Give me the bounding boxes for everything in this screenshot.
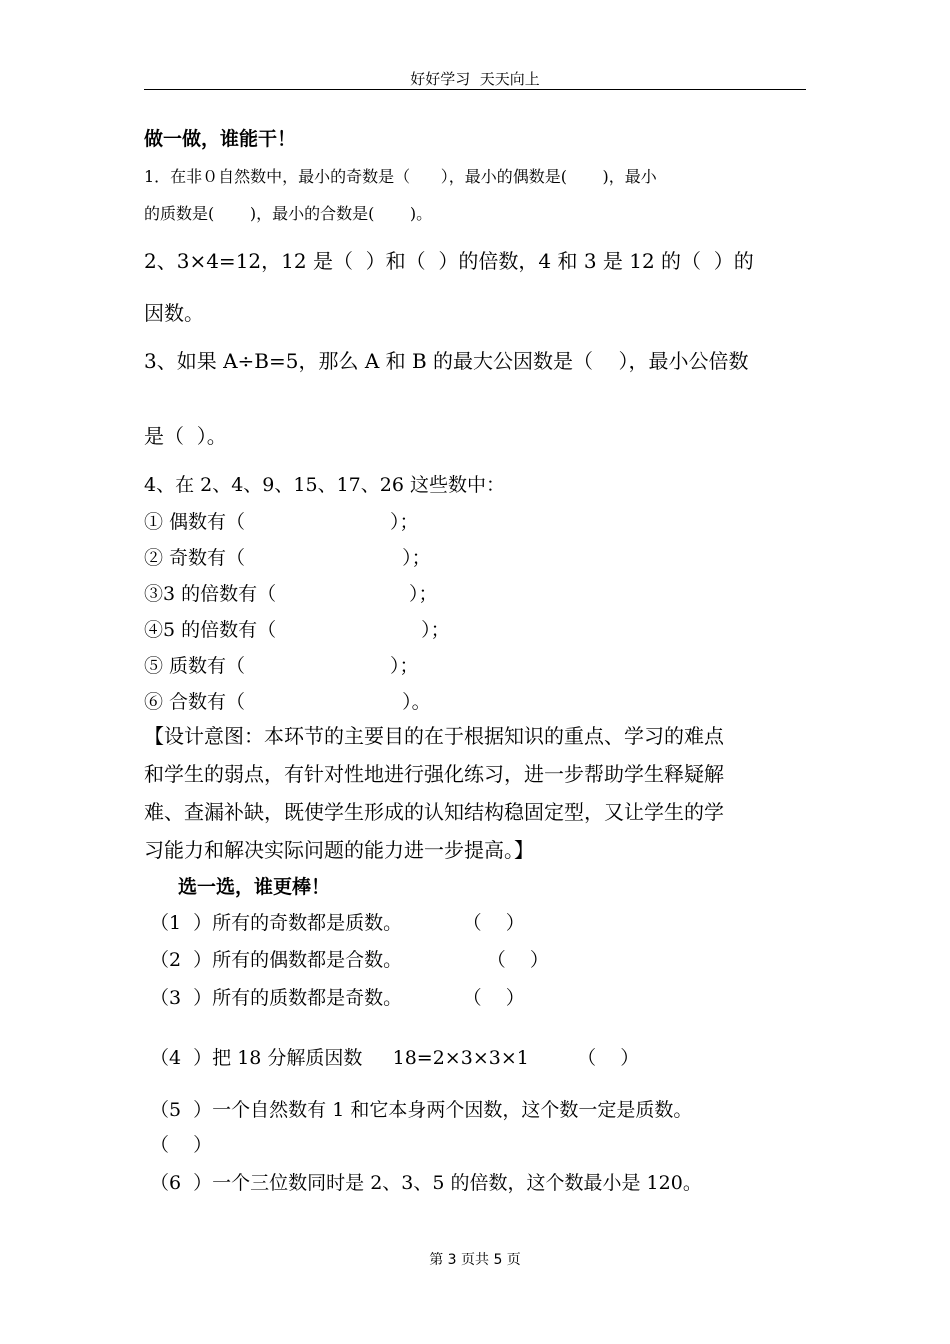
page-header: 好好学习 天天向上 [410,70,540,88]
choice-item: （3 ）所有的质数都是奇数。 （ ） [150,987,525,1009]
question-2-line-2: 因数。 [144,301,204,325]
question-3-line-2: 是（ ）。 [144,424,227,448]
question-2-line-1: 2、3×4=12，12 是（ ）和（ ）的倍数，4 和 3 是 12 的（ ）的 [144,249,754,273]
question-4-intro: 4、在 2、4、9、15、17、26 这些数中： [144,474,505,496]
choice-item: （5 ）一个自然数有 1 和它本身两个因数，这个数一定是质数。 [150,1099,693,1121]
question-4-item: ⑤ 质数有（ ）； [144,655,419,677]
question-4-item: ② 奇数有（ ）； [144,547,431,569]
design-note-line: 和学生的弱点，有针对性地进行强化练习，进一步帮助学生释疑解 [144,762,724,786]
page-number: 第 3 页共 5 页 [429,1252,521,1268]
choice-item: （4 ）把 18 分解质因数 18=2×3×3×1 （ ） [150,1047,640,1069]
choice-item: （1 ）所有的奇数都是质数。 （ ） [150,912,525,934]
choice-item: （2 ）所有的偶数都是合数。 （ ） [150,949,549,971]
question-1-line-1: 1．在非０自然数中，最小的奇数是（ ），最小的偶数是( )，最小 [144,167,657,186]
design-note-line: 难、查漏补缺，既使学生形成的认知结构稳固定型，又让学生的学 [144,800,724,824]
choice-item-answer-bracket: （ ） [150,1134,213,1156]
question-4-item: ⑥ 合数有（ ）。 [144,691,431,713]
question-1-line-2: 的质数是( )，最小的合数是( )。 [144,204,433,223]
section-heading-2: 选一选，谁更棒！ [178,876,331,898]
header-divider [144,89,806,90]
section-heading-1: 做一做，谁能干！ [144,128,297,150]
question-4-item: ④5 的倍数有（ ）； [144,619,450,641]
design-note-line: 【设计意图：本环节的主要目的在于根据知识的重点、学习的难点 [144,724,724,748]
question-4-item: ③3 的倍数有（ ）； [144,583,438,605]
design-note-line: 习能力和解决实际问题的能力进一步提高。】 [144,838,534,862]
question-3-line-1: 3、如果 A÷B=5，那么 A 和 B 的最大公因数是（ ），最小公倍数 [144,349,749,373]
question-4-item: ① 偶数有（ ）； [144,511,419,533]
choice-item: （6 ）一个三位数同时是 2、3、5 的倍数，这个数最小是 120。 [150,1172,702,1194]
